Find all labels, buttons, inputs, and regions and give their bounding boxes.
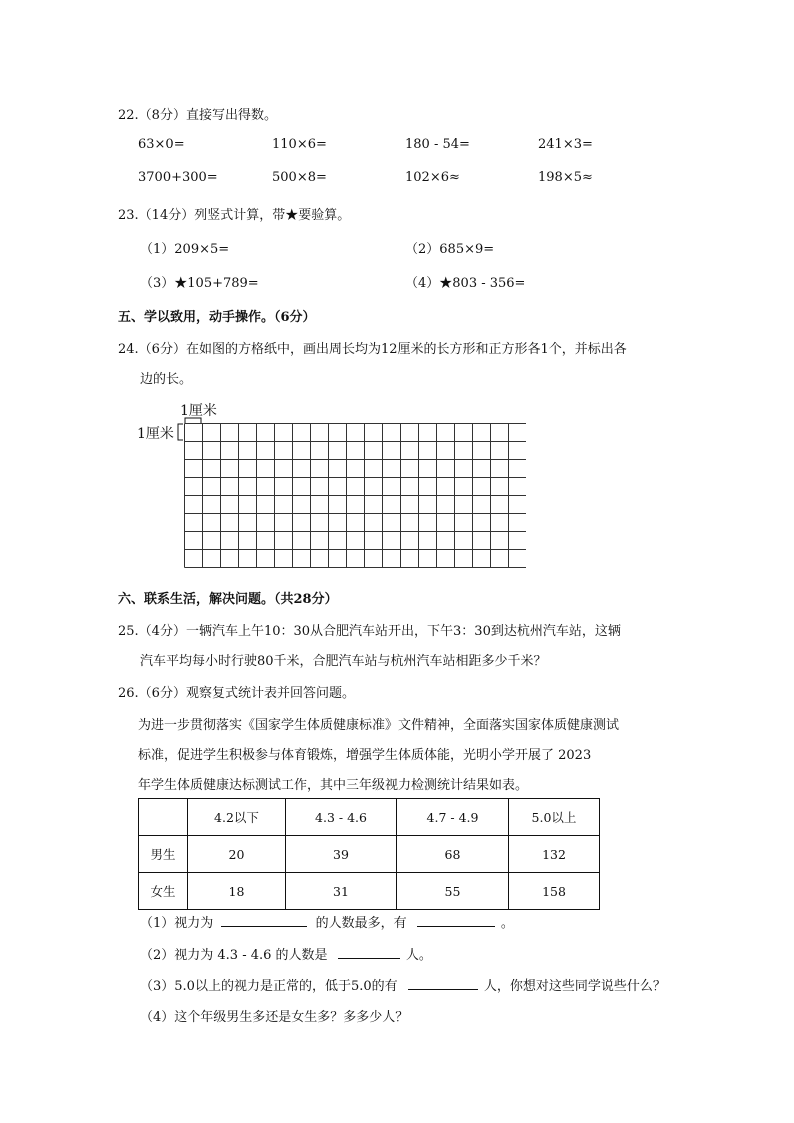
q26-sub-3 <box>140 975 666 994</box>
q26-sub-3-prefix: （3）5.0以上的视力是正常的，低于5.0的有 <box>140 979 398 994</box>
table-row-label: 男生 <box>139 836 188 873</box>
vision-stats-table <box>138 798 600 910</box>
left-brace <box>176 423 184 443</box>
q26-paragraph-line-2: 标准，促进学生积极参与体育锻炼，增强学生体质体能，光明小学开展了 2023 <box>138 748 592 763</box>
q24-text-line-2: 边的长。 <box>140 372 193 387</box>
table-cell: 18 <box>188 873 286 910</box>
table-header-cell: 5.0以上 <box>509 799 600 836</box>
section-5-heading: 五、学以致用，动手操作。（6分） <box>118 310 316 325</box>
section-6-heading: 六、联系生活，解决问题。（共28分） <box>118 592 338 607</box>
q22-item-7: 102×6≈ <box>405 170 460 185</box>
q22-item-4: 241×3= <box>538 137 593 152</box>
q26-title: 26.（6分）观察复式统计表并回答问题。 <box>118 686 355 701</box>
table-cell: 55 <box>397 873 509 910</box>
q22-item-6: 500×8= <box>272 170 327 185</box>
grid-top-label: 1厘米 <box>180 403 217 419</box>
q22-item-2: 110×6= <box>272 137 327 152</box>
table-header-cell <box>139 799 188 836</box>
q26-sub-1-prefix: （1）视力为 <box>140 916 214 931</box>
q24-text-line-1: 24.（6分）在如图的方格纸中，画出周长均为12厘米的长方形和正方形各1个，并标出各 <box>118 342 627 357</box>
q23-item-3: （3）★105+789= <box>140 276 259 291</box>
q23-item-1: （1）209×5= <box>140 242 230 257</box>
answer-blank-2[interactable] <box>417 913 495 927</box>
answer-blank-3[interactable] <box>338 945 400 959</box>
table-row <box>139 873 600 910</box>
table-row-label: 女生 <box>139 873 188 910</box>
square-grid-paper[interactable] <box>184 423 526 569</box>
q26-sub-2 <box>140 944 432 963</box>
q26-sub-2-prefix: （2）视力为 4.3 - 4.6 的人数是 <box>140 948 328 963</box>
q26-paragraph-line-1: 为进一步贯彻落实《国家学生体质健康标准》文件精神，全面落实国家体质健康测试 <box>138 718 620 733</box>
q22-item-5: 3700+300= <box>138 170 218 185</box>
grid-left-label: 1厘米 <box>137 426 174 442</box>
table-header-row <box>139 799 600 836</box>
table-header-cell: 4.3 - 4.6 <box>286 799 397 836</box>
q26-sub-3-suffix: 人，你想对这些同学说些什么？ <box>483 979 666 994</box>
q22-item-3: 180 - 54= <box>405 137 470 152</box>
table-cell: 20 <box>188 836 286 873</box>
q23-item-2: （2）685×9= <box>405 242 495 257</box>
table-cell: 158 <box>509 873 600 910</box>
table-cell: 132 <box>509 836 600 873</box>
q22-title: 22.（8分）直接写出得数。 <box>118 108 277 123</box>
table-header-cell: 4.2以下 <box>188 799 286 836</box>
q26-sub-2-suffix: 人。 <box>405 948 432 963</box>
table-cell: 68 <box>397 836 509 873</box>
q22-item-1: 63×0= <box>138 137 185 152</box>
q26-sub-1-middle: 的人数最多，有 <box>315 916 407 931</box>
q23-title: 23.（14分）列竖式计算，带★要验算。 <box>118 208 351 223</box>
answer-blank-1[interactable] <box>221 913 307 927</box>
table-cell: 31 <box>286 873 397 910</box>
q22-item-8: 198×5≈ <box>538 170 593 185</box>
q25-text-line-2: 汽车平均每小时行驶80千米，合肥汽车站与杭州汽车站相距多少千米？ <box>140 654 547 669</box>
q26-paragraph-line-3: 年学生体质健康达标测试工作，其中三年级视力检测统计结果如表。 <box>138 778 529 793</box>
q23-item-4: （4）★803 - 356= <box>405 276 526 291</box>
q25-text-line-1: 25.（4分）一辆汽车上午10：30从合肥汽车站开出，下午3：30到达杭州汽车站，这辆 <box>118 624 621 639</box>
answer-blank-4[interactable] <box>408 976 478 990</box>
table-cell: 39 <box>286 836 397 873</box>
q26-sub-4: （4）这个年级男生多还是女生多？多多少人？ <box>140 1010 409 1025</box>
q26-sub-1-suffix: 。 <box>500 916 514 931</box>
table-row <box>139 836 600 873</box>
table-header-cell: 4.7 - 4.9 <box>397 799 509 836</box>
q26-sub-1 <box>140 912 514 931</box>
